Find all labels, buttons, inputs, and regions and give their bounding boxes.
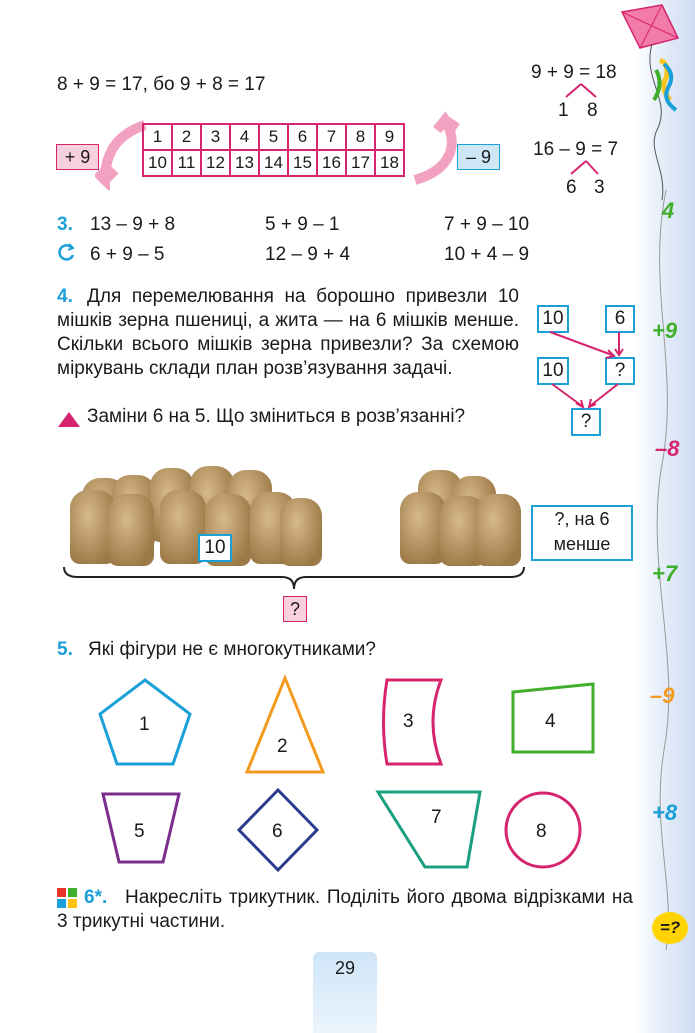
task3-expr: 10 + 4 – 9: [444, 244, 530, 265]
strip-label: –8: [655, 436, 680, 461]
intro-equation: 8 + 9 = 17, бо 9 + 8 = 17: [57, 74, 266, 95]
table-cell: 1: [143, 124, 172, 150]
scheme-box: ?: [605, 357, 635, 385]
strip-label-question: =?: [652, 912, 688, 944]
table-cell: 11: [172, 150, 201, 176]
table-cell: 14: [259, 150, 288, 176]
number-table: [142, 123, 405, 177]
table-cell: 16: [317, 150, 346, 176]
plus-nine-label: + 9: [56, 144, 99, 170]
table-cell: 12: [201, 150, 230, 176]
side-eq-1-part: 1: [558, 100, 569, 121]
shape-label: 7: [431, 807, 442, 828]
table-cell: 4: [230, 124, 259, 150]
task3-expr: 5 + 9 – 1: [265, 214, 340, 235]
table-row-top: [143, 124, 404, 150]
side-eq-2-part: 3: [594, 177, 605, 198]
task5-text: Які фігури не є многокутниками?: [88, 639, 376, 660]
table-cell: 13: [230, 150, 259, 176]
shape-label: 4: [545, 711, 556, 732]
side-eq-1: 9 + 9 = 18: [531, 62, 617, 83]
task3-expr: 12 – 9 + 4: [265, 244, 351, 265]
repeat-icon: [56, 242, 76, 262]
table-cell: 5: [259, 124, 288, 150]
kite-illustration: [612, 0, 695, 200]
task-number: 4.: [57, 286, 73, 307]
split-arrows-icon: [556, 82, 606, 100]
strip-label: +8: [652, 800, 678, 825]
table-cell: 3: [201, 124, 230, 150]
scheme-box: ?: [571, 408, 601, 436]
strip-label: +9: [652, 318, 678, 343]
scheme-arrows: [540, 330, 640, 410]
shape-irregular: [378, 792, 480, 867]
shape-label: 8: [536, 821, 547, 842]
task4-text: Для перемелювання на борошно привезли 10 мішків зерна пшениці, а жита — на 6 мішків менше. Скільки всього мішків зерна привезли? За схемою міркувань склади план розв’язування задачі.: [57, 286, 519, 379]
scheme-box: 10: [537, 357, 569, 385]
less-label: ?, на 6 менше: [531, 505, 633, 561]
page-number: 29: [313, 952, 377, 1033]
shape-label: 6: [272, 821, 283, 842]
table-cell: 9: [375, 124, 404, 150]
task-number: 3.: [57, 214, 73, 235]
table-row-bottom: [143, 150, 404, 176]
table-cell: 17: [346, 150, 375, 176]
minus-nine-label: – 9: [457, 144, 500, 170]
shapes-figure-row2: [95, 782, 595, 902]
task4-extra: Заміни 6 на 5. Що зміниться в розв’язанні?: [87, 406, 466, 427]
task3-expr: 7 + 9 – 10: [444, 214, 530, 235]
shape-label: 3: [403, 711, 414, 732]
shape-label: 1: [139, 714, 150, 735]
task-number: 6*.: [84, 887, 108, 908]
split-arrows-icon: [558, 159, 608, 177]
strip-label: 4: [662, 198, 675, 223]
table-cell: 10: [143, 150, 172, 176]
strip-label: +7: [652, 561, 678, 586]
brace: [62, 565, 526, 595]
table-cell: 7: [317, 124, 346, 150]
table-cell: 2: [172, 124, 201, 150]
scheme-box: 10: [537, 305, 569, 333]
task3-expr: 6 + 9 – 5: [90, 244, 165, 265]
task6-text: Накресліть трикутник. Поділіть його двома відрізками на 3 трикутні частини.: [57, 887, 633, 932]
total-label: ?: [283, 596, 307, 622]
shape-label: 2: [277, 736, 288, 757]
table-cell: 18: [375, 150, 404, 176]
side-eq-1-part: 8: [587, 100, 598, 121]
strip-label: –9: [650, 683, 675, 708]
table-cell: 6: [288, 124, 317, 150]
side-eq-2-part: 6: [566, 177, 577, 198]
sacks-count-label: 10: [198, 534, 232, 562]
task-number: 5.: [57, 639, 73, 660]
scheme-box: 6: [605, 305, 635, 333]
shape-label: 5: [134, 821, 145, 842]
table-cell: 15: [288, 150, 317, 176]
side-eq-2: 16 – 9 = 7: [533, 139, 619, 160]
table-cell: 8: [346, 124, 375, 150]
task3-expr: 13 – 9 + 8: [90, 214, 176, 235]
